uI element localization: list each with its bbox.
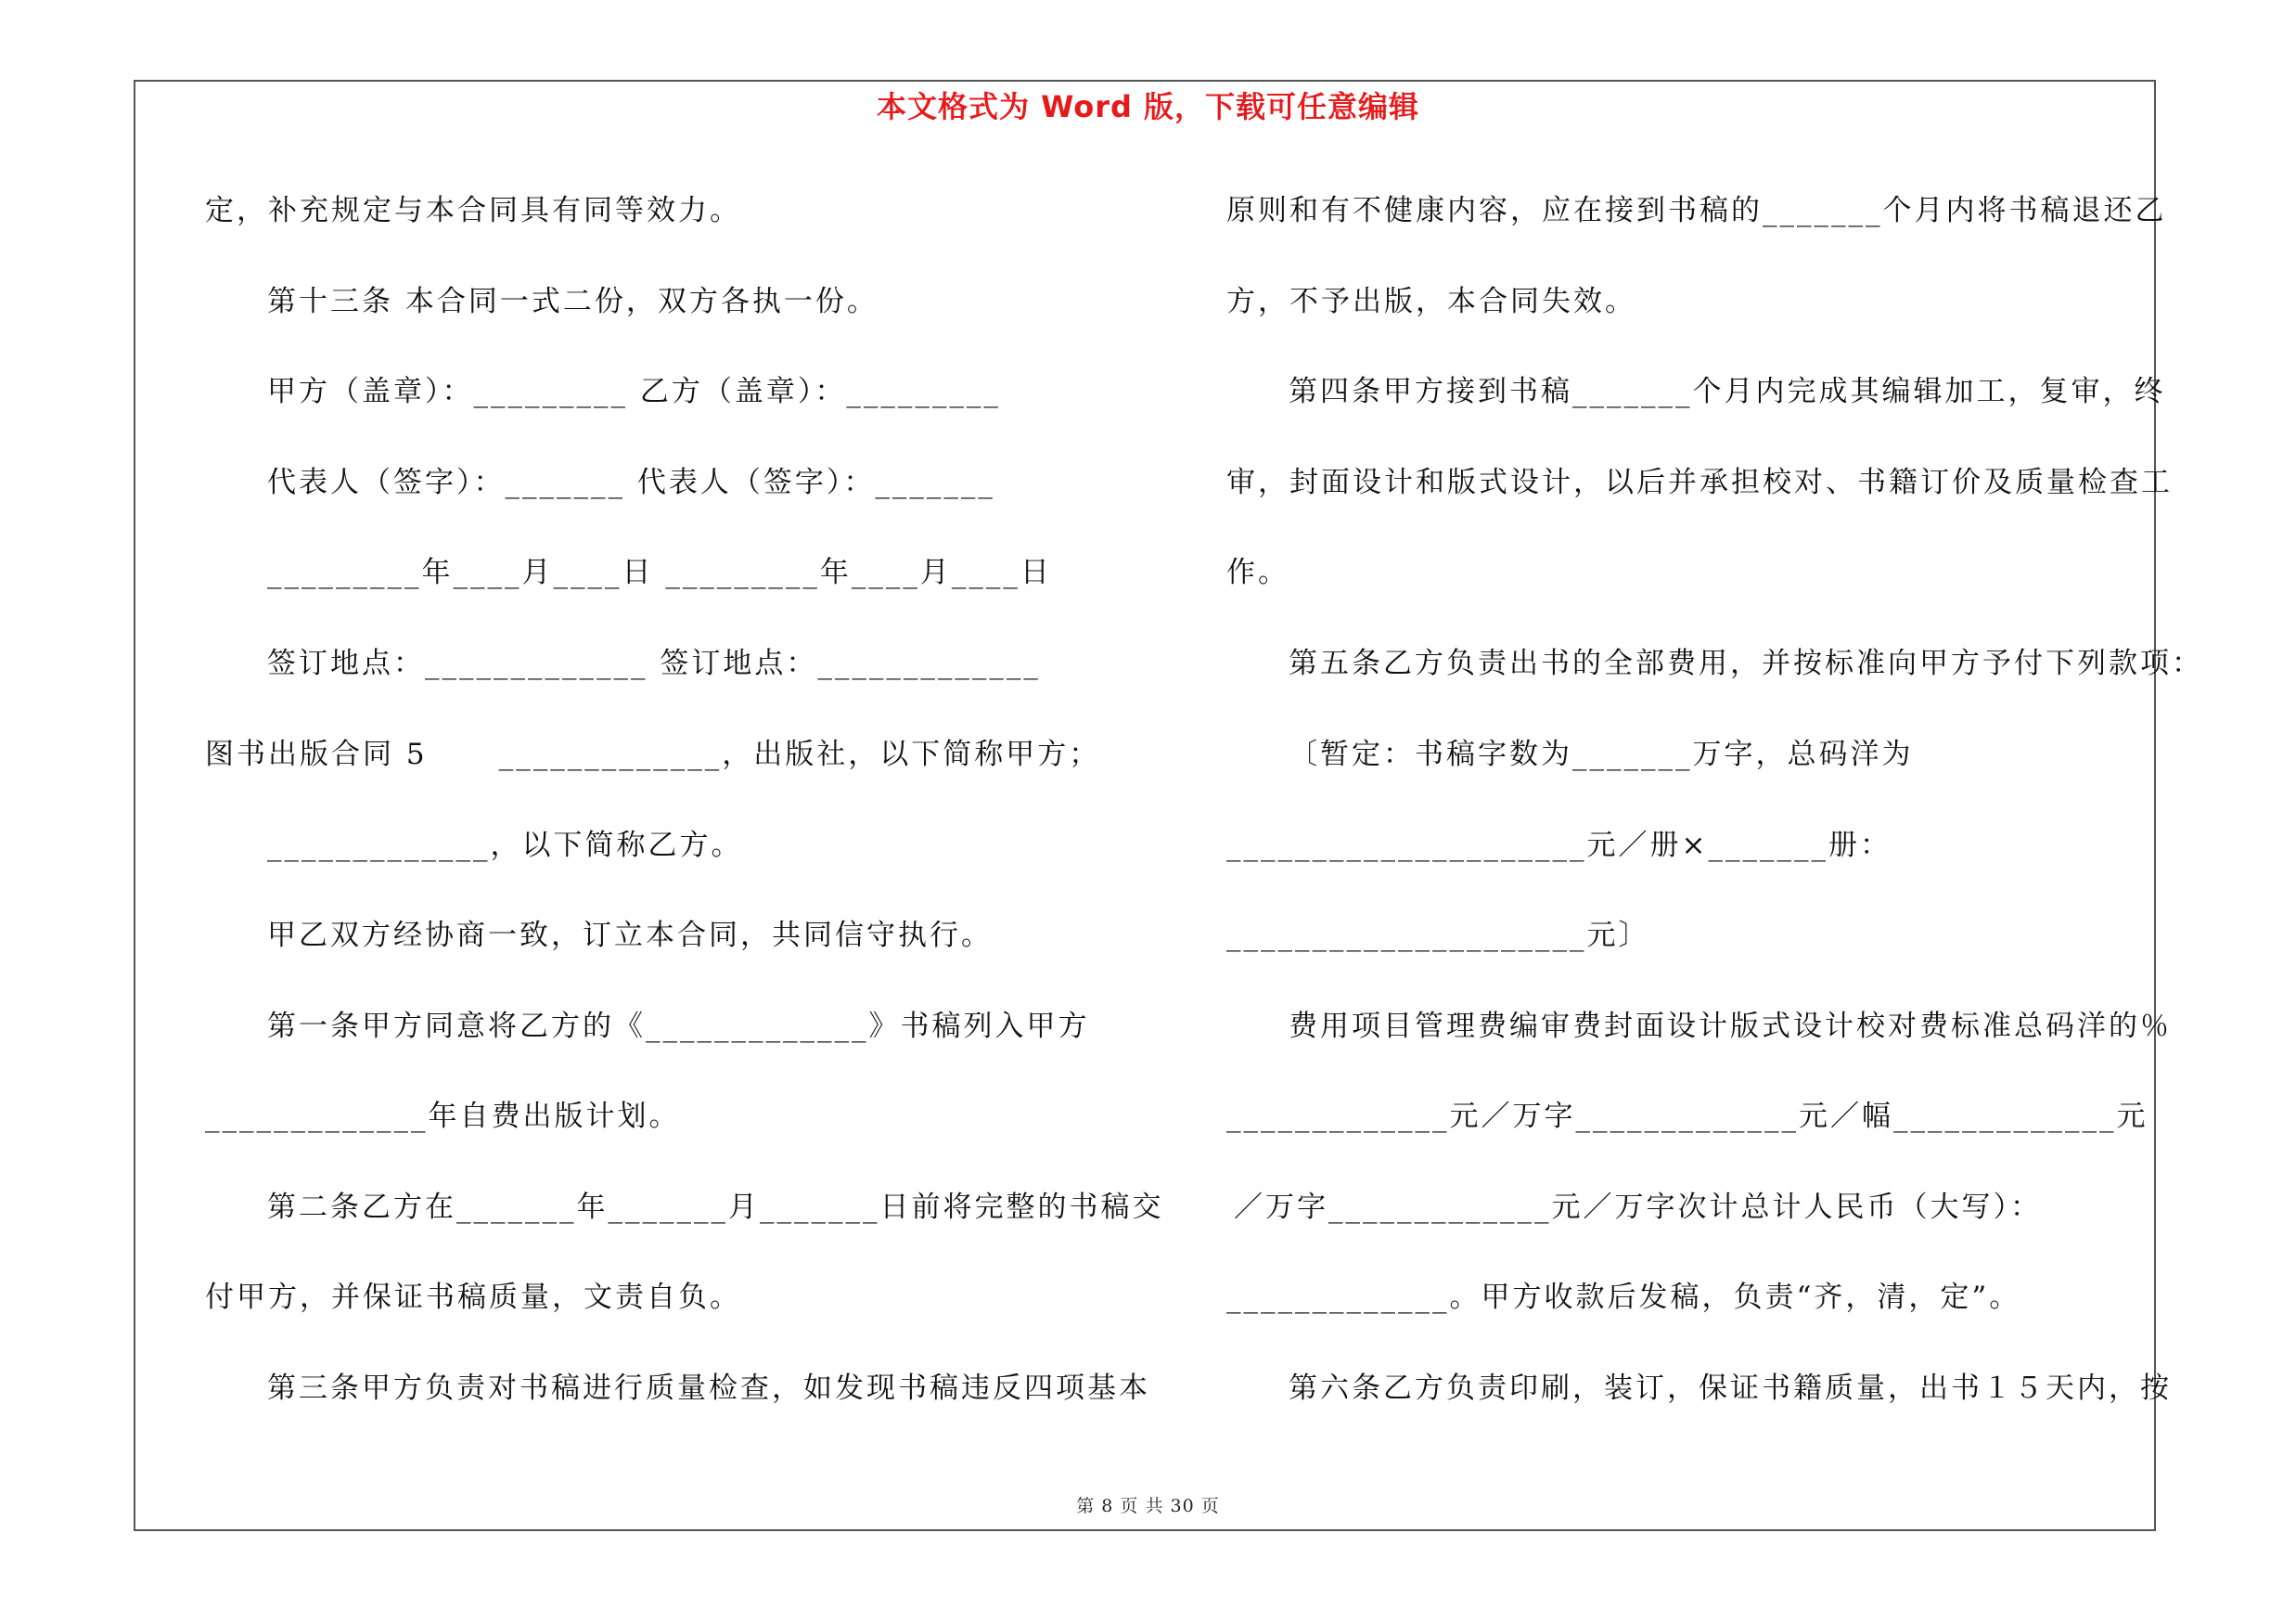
- paragraph-line: 甲乙双方经协商一致，订立本合同，共同信守执行。: [267, 919, 993, 952]
- paragraph-line: _____________年自费出版计划。: [205, 1100, 681, 1133]
- fee-amounts-line: ／万字_____________元／万字次计总计人民币（大写）：: [1234, 1191, 2042, 1224]
- paragraph-line: 第十三条 本合同一式二份，双方各执一份。: [267, 285, 879, 318]
- paragraph-line: 第三条甲方负责对书稿进行质量检查，如发现书稿违反四项基本: [267, 1372, 1150, 1405]
- paragraph-line: 审，封面设计和版式设计，以后并承担校对、书籍订价及质量检查工: [1226, 466, 2173, 499]
- page-number-footer: 第 8 页 共 30 页: [1076, 1496, 1220, 1516]
- fee-amounts-line: _____________元／万字_____________元／幅_____________元: [1226, 1100, 2148, 1133]
- paragraph-line: 作。: [1226, 556, 1289, 589]
- paragraph-line: _____________。甲方收款后发稿，负责“齐，清，定”。: [1226, 1281, 2021, 1314]
- signature-line: 代表人（签字）：_______ 代表人（签字）：_______: [267, 466, 995, 499]
- paragraph-line: _____________________元／册×_______册：: [1226, 829, 1892, 862]
- signature-line: 甲方（盖章）：_________ 乙方（盖章）：_________: [267, 375, 1001, 408]
- paragraph-line: 第一条甲方同意将乙方的《_____________》书稿列入甲方: [267, 1010, 1090, 1043]
- paragraph-line: _____________，以下简称乙方。: [267, 829, 743, 862]
- paragraph-line: 方，不予出版，本合同失效。: [1226, 285, 1636, 318]
- paragraph-line: 付甲方，并保证书稿质量，文责自负。: [205, 1281, 741, 1314]
- paragraph-line: 第二条乙方在_______年_______月_______日前将完整的书稿交: [267, 1191, 1164, 1224]
- signing-place-line: 签订地点：_____________ 签订地点：_____________: [267, 647, 1041, 680]
- paragraph-line: 定，补充规定与本合同具有同等效力。: [205, 194, 741, 227]
- paragraph-line: 第六条乙方负责印刷，装订，保证书籍质量，出书１５天内，按: [1289, 1372, 2172, 1405]
- paragraph-line: 〔暂定：书稿字数为_______万字，总码洋为: [1289, 738, 1914, 771]
- contract-title-line: 图书出版合同 5 _____________，出版社，以下简称甲方；: [205, 738, 1101, 771]
- paragraph-line: 第四条甲方接到书稿_______个月内完成其编辑加工，复审，终: [1289, 375, 2166, 408]
- paragraph-line: 原则和有不健康内容，应在接到书稿的_______个月内将书稿退还乙: [1226, 194, 2167, 227]
- paragraph-line: 第五条乙方负责出书的全部费用，并按标准向甲方予付下列款项：: [1289, 647, 2203, 680]
- paragraph-line: _____________________元〕: [1226, 919, 1650, 952]
- fee-items-line: 费用项目管理费编审费封面设计版式设计校对费标准总码洋的％: [1289, 1010, 2172, 1043]
- word-format-banner: 本文格式为 Word 版，下载可任意编辑: [876, 89, 1420, 124]
- date-line: _________年____月____日 _________年____月____日: [267, 556, 1052, 589]
